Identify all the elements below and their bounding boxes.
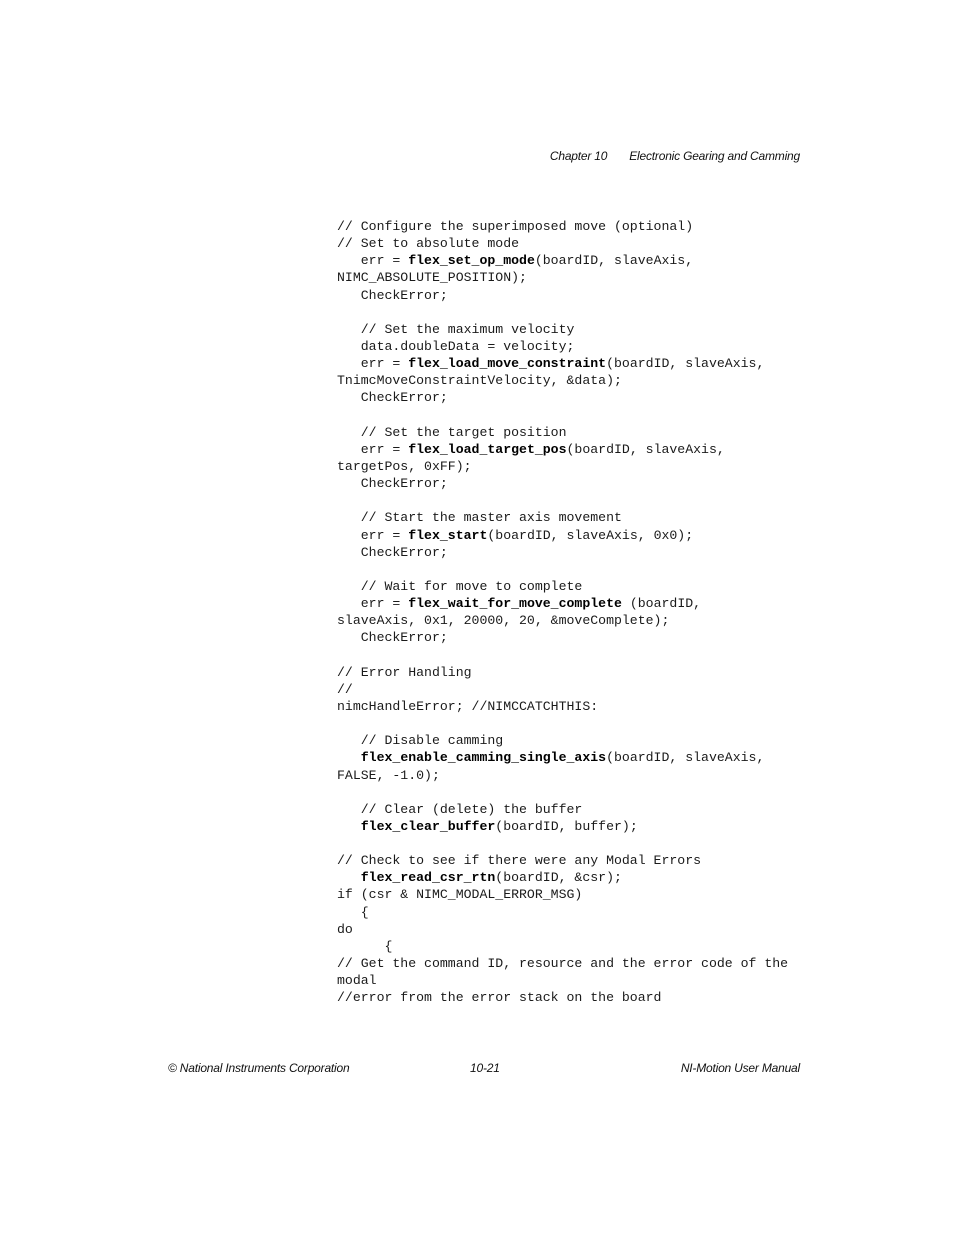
code-line <box>337 304 788 321</box>
section-title: Electronic Gearing and Camming <box>629 149 800 163</box>
code-line: CheckError; <box>337 287 448 303</box>
code-line <box>337 561 788 578</box>
code-line <box>337 869 788 886</box>
code-line: slaveAxis, 0x1, 20000, 20, &moveComplete); <box>337 613 670 629</box>
function-name: flex_wait_for_move_complete <box>408 596 622 612</box>
page-number: 10-21 <box>470 1061 500 1075</box>
code-line: // Get the command ID, resource and the error code of the <box>337 956 789 972</box>
code-line: nimcHandleError; //NIMCCATCHTHIS: <box>337 698 599 714</box>
code-line <box>337 818 788 835</box>
manual-title: NI-Motion User Manual <box>680 1061 800 1075</box>
code-line: data.doubleData = velocity; <box>337 338 575 354</box>
function-name: flex_load_move_constraint <box>408 356 607 372</box>
function-name: flex_clear_buffer <box>360 818 496 834</box>
code-line: // Set the maximum velocity <box>337 321 575 337</box>
code-text: (boardID, <box>621 596 702 612</box>
code-line: FALSE, -1.0); <box>337 767 440 783</box>
function-name: flex_enable_camming_single_axis <box>360 750 607 766</box>
code-line: CheckError; <box>337 544 448 560</box>
code-text: (boardID, slaveAxis, 0x0); <box>487 527 694 543</box>
code-line: // Wait for move to complete <box>337 578 583 594</box>
code-line <box>337 527 788 544</box>
code-line <box>337 647 788 664</box>
code-text: (boardID, slaveAxis, <box>606 750 765 766</box>
code-line: CheckError; <box>337 476 448 492</box>
code-line: // Check to see if there were any Modal Errors <box>337 853 702 869</box>
code-line: // <box>337 681 353 697</box>
code-line: CheckError; <box>337 390 448 406</box>
code-line: //error from the error stack on the board <box>337 990 662 1006</box>
code-line: if (csr & NIMC_MODAL_ERROR_MSG) <box>337 887 583 903</box>
code-line <box>337 749 788 766</box>
code-text: err = <box>337 356 409 372</box>
code-line: targetPos, 0xFF); <box>337 458 472 474</box>
code-line <box>337 441 788 458</box>
code-line: CheckError; <box>337 630 448 646</box>
code-text: err = <box>337 596 409 612</box>
code-text <box>337 819 361 834</box>
function-name: flex_read_csr_rtn <box>360 870 496 886</box>
code-listing <box>337 218 788 1006</box>
code-text: err = <box>337 253 409 269</box>
function-name: flex_start <box>408 527 488 543</box>
page-header <box>0 149 800 163</box>
code-line <box>337 492 788 509</box>
code-line: // Configure the superimposed move (optional) <box>337 219 694 234</box>
code-text: (boardID, &csr); <box>495 870 622 886</box>
code-line: modal <box>337 973 377 989</box>
code-line <box>337 252 788 269</box>
function-name: flex_load_target_pos <box>408 441 567 457</box>
code-line: // Set the target position <box>337 424 567 440</box>
code-text: (boardID, slaveAxis, <box>606 356 765 372</box>
code-line: do <box>337 921 353 937</box>
code-line <box>337 355 788 372</box>
code-line <box>337 835 788 852</box>
code-text <box>337 750 361 765</box>
code-line <box>337 715 788 732</box>
code-line: { <box>337 904 369 920</box>
code-text: (boardID, slaveAxis, <box>566 441 725 457</box>
code-text <box>337 870 361 885</box>
code-text: err = <box>337 441 409 457</box>
code-line: { <box>337 938 393 954</box>
code-line: // Start the master axis movement <box>337 510 622 526</box>
code-text: err = <box>337 527 409 543</box>
code-line: // Set to absolute mode <box>337 236 520 252</box>
code-text: (boardID, buffer); <box>495 818 638 834</box>
code-line: // Disable camming <box>337 733 504 749</box>
code-line: NIMC_ABSOLUTE_POSITION); <box>337 270 527 286</box>
code-line: TnimcMoveConstraintVelocity, &data); <box>337 373 622 389</box>
chapter-label: Chapter 10 <box>549 149 608 163</box>
function-name: flex_set_op_mode <box>408 253 535 269</box>
code-line <box>337 784 788 801</box>
code-text: (boardID, slaveAxis, <box>534 253 694 269</box>
code-line: // Error Handling <box>337 664 472 680</box>
code-line <box>337 407 788 424</box>
code-line: // Clear (delete) the buffer <box>337 801 583 817</box>
code-line <box>337 595 788 612</box>
footer-copyright: © National Instruments Corporation <box>168 1061 350 1075</box>
